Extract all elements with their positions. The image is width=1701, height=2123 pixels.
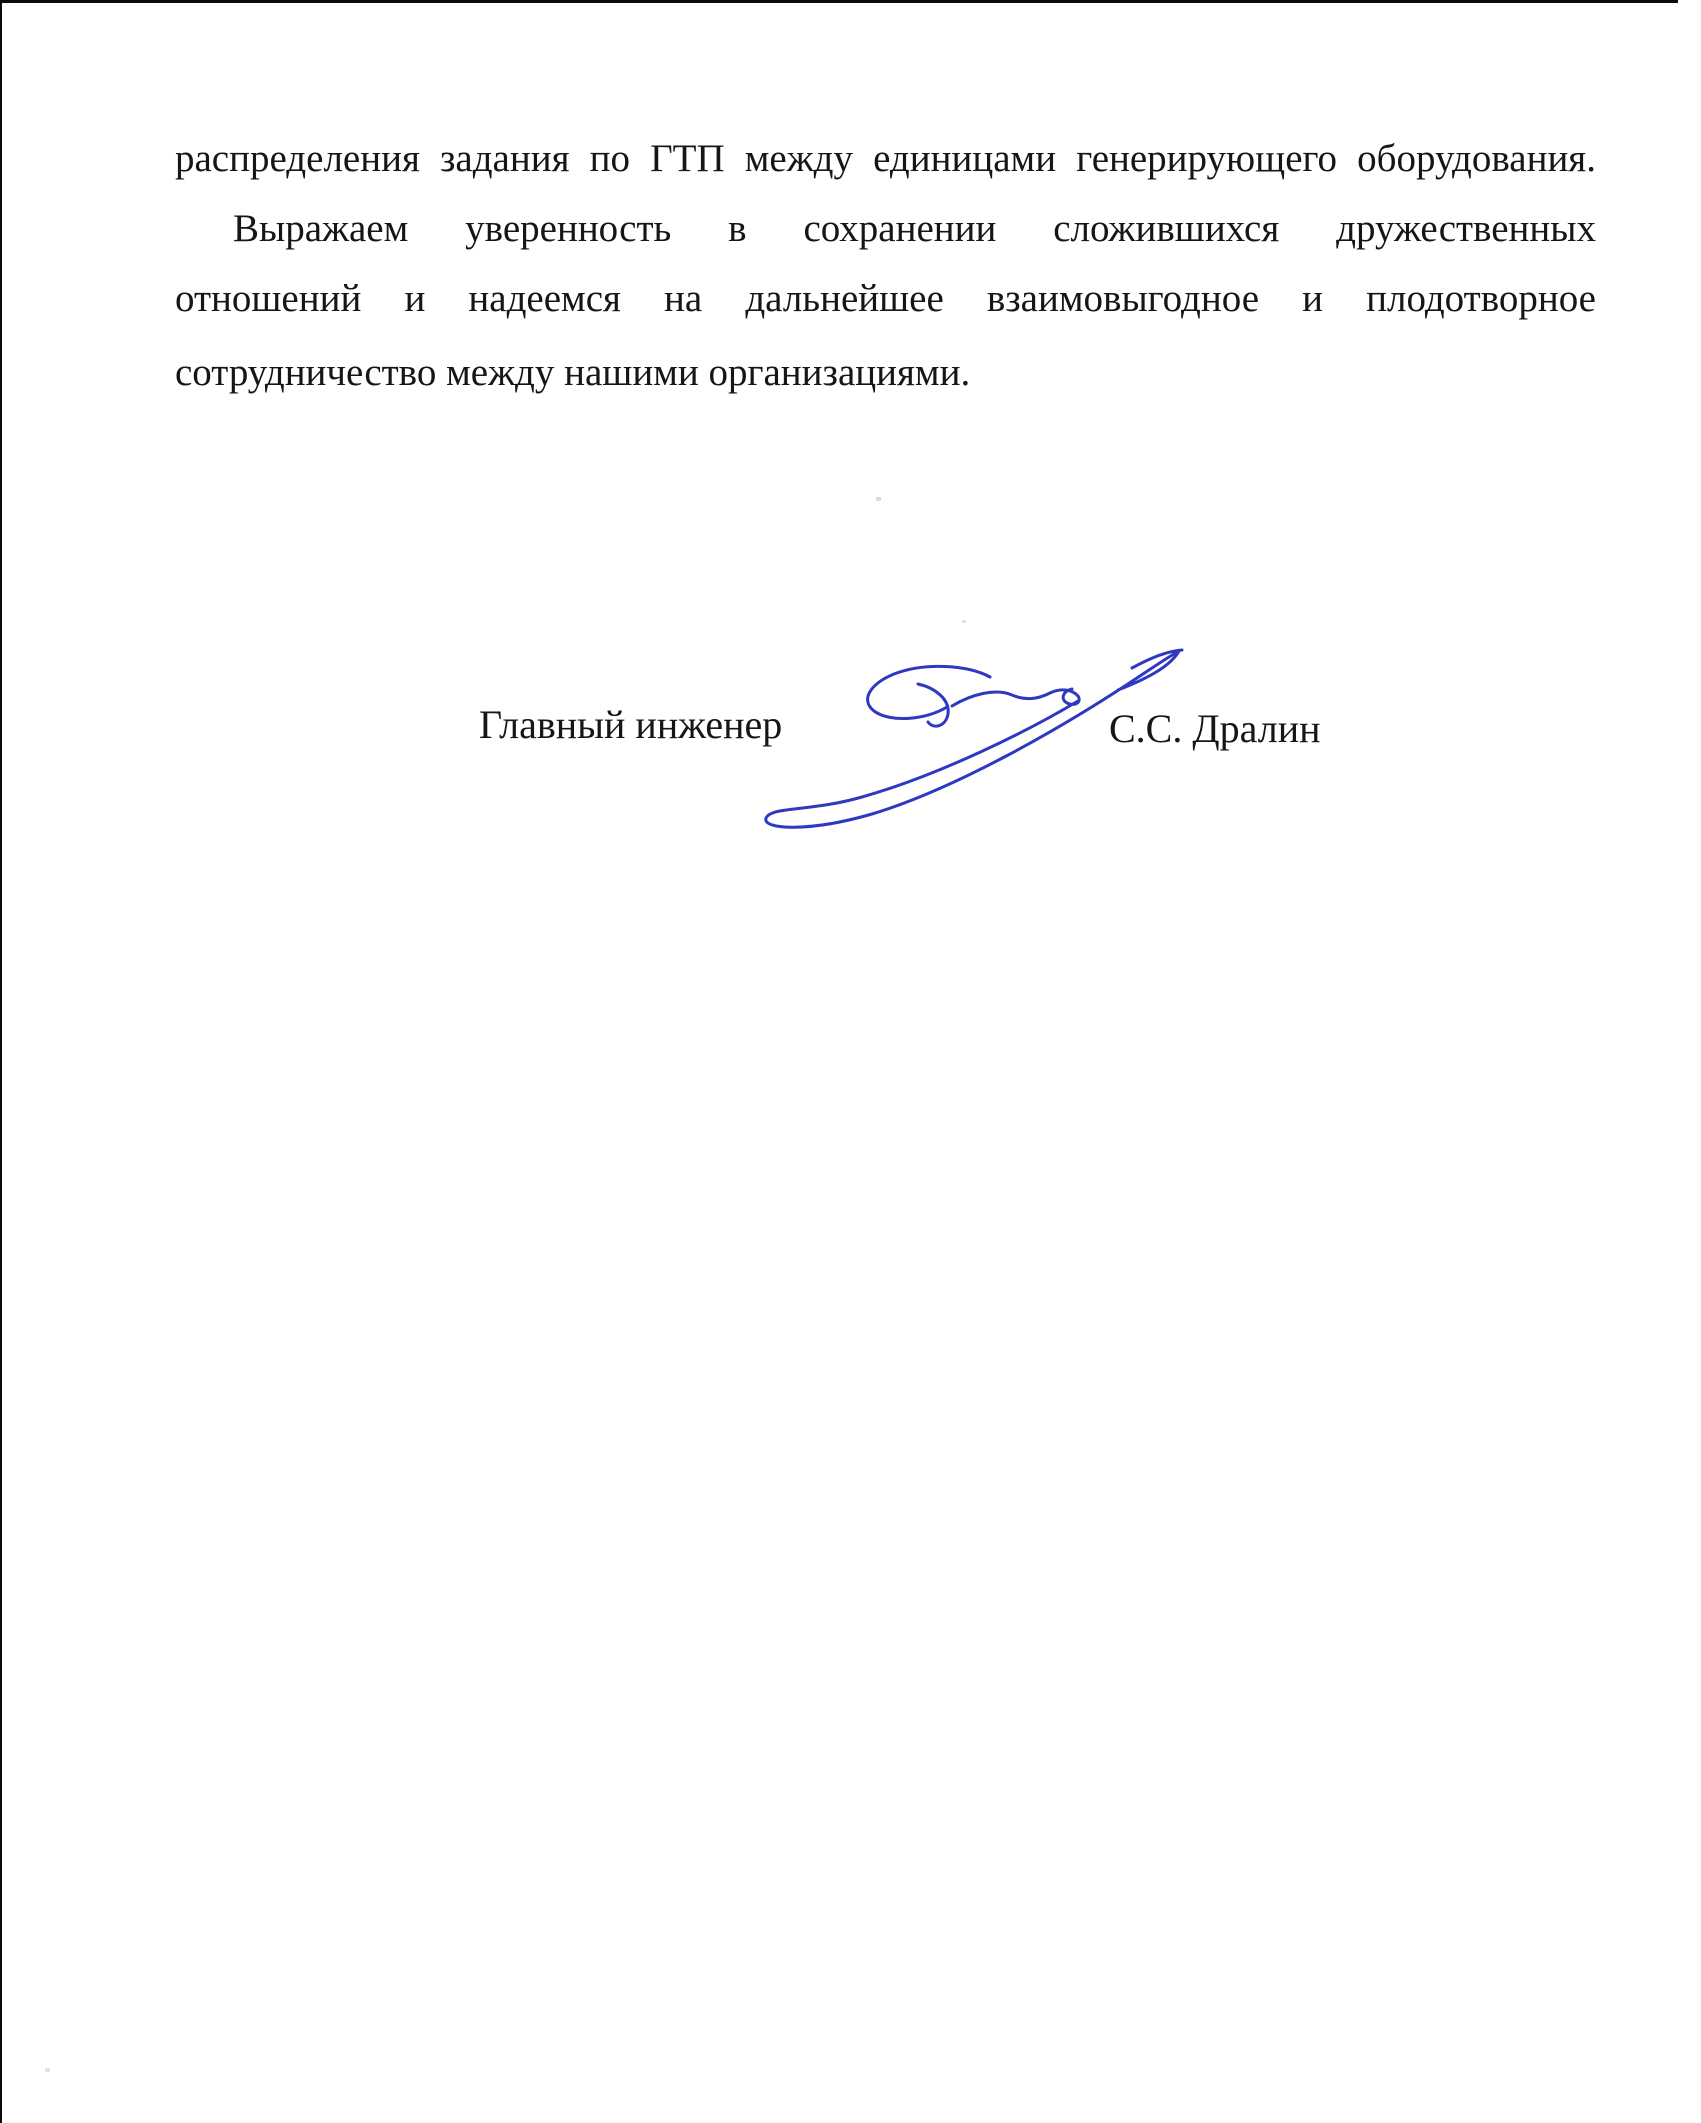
body-text-line: распределения задания по ГТП между единицами генерирующего оборудования. xyxy=(175,137,1596,180)
scan-noise-speck xyxy=(45,2068,50,2072)
scan-edge-top xyxy=(0,0,1678,3)
signature-title: Главный инженер xyxy=(479,702,783,747)
scan-edge-left xyxy=(0,0,2,2123)
body-text-line: отношений и надеемся на дальнейшее взаимовыгодное и плодотворное xyxy=(175,277,1596,320)
body-text-line: Выражаем уверенность в сохранении сложившихся дружественных xyxy=(233,207,1596,250)
scan-noise-speck xyxy=(962,620,966,623)
body-text-line: сотрудничество между нашими организациями. xyxy=(175,351,971,394)
signature-name: С.С. Дралин xyxy=(1109,706,1321,751)
scan-noise-speck xyxy=(876,497,881,501)
